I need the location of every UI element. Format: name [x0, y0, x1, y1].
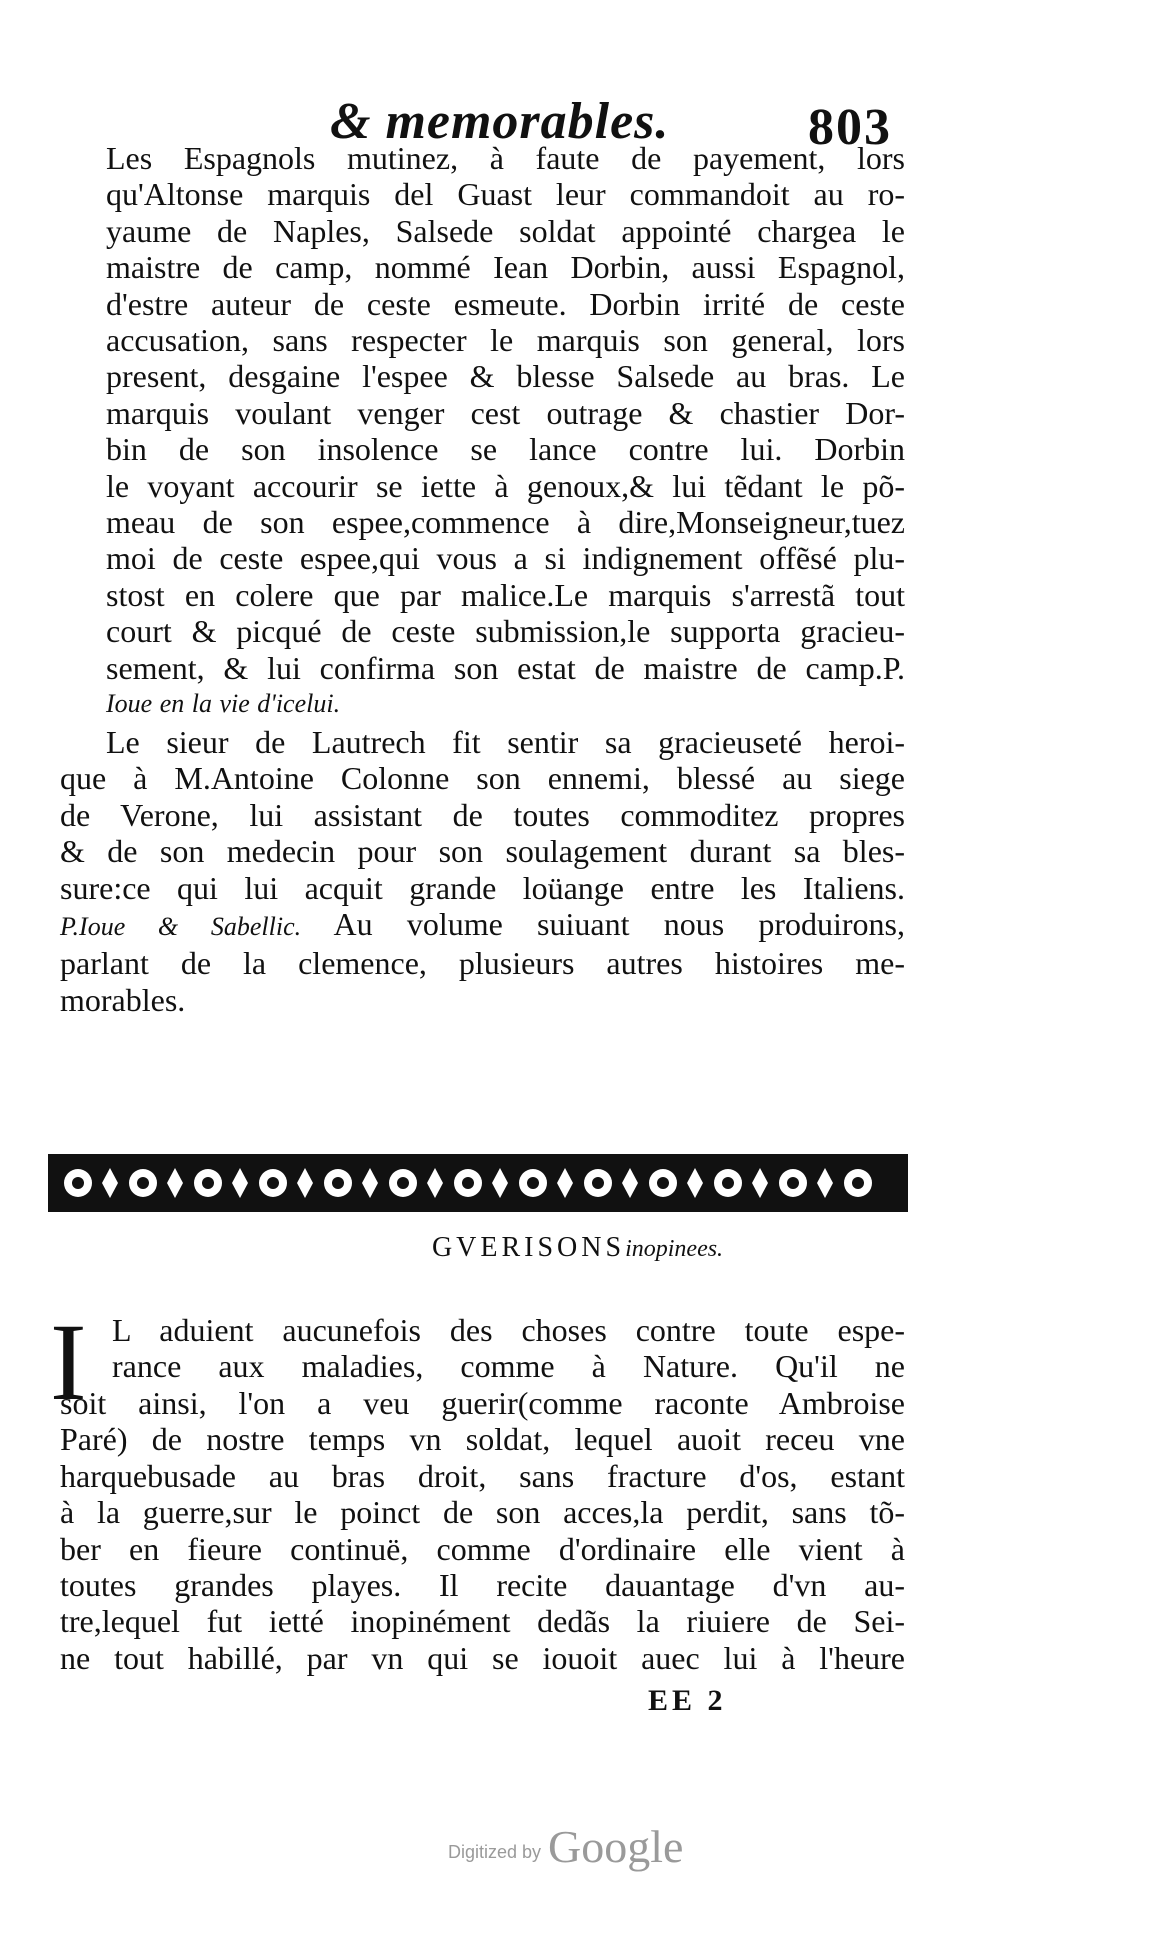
section-title — [0, 1232, 1155, 1264]
text-line: harquebusade au bras droit, sans fracture d'os, estant — [60, 1457, 905, 1494]
text-line: ne tout habillé, par vn qui se iouoit auec lui à l'heure — [60, 1639, 905, 1676]
text-line: toutes grandes playes. Il recite dauantage d'vn au- — [60, 1567, 905, 1604]
text-line: & de son medecin pour son soulagement durant sa bles- — [60, 833, 905, 870]
text-line: present, desgaine l'espee & blesse Salsede au bras. Le — [106, 358, 905, 395]
text-line: que à M.Antoine Colonne son ennemi, blessé au siege — [60, 760, 905, 797]
text-line: yaume de Naples, Salsede soldat appointé chargea le — [106, 212, 905, 249]
signature-mark: EE 2 — [648, 1684, 727, 1717]
text-line: bin de son insolence se lance contre lui. Dorbin — [106, 431, 905, 468]
text-line: ber en fieure continuë, comme d'ordinaire elle vient à — [60, 1530, 905, 1567]
digitized-by-label: Digitized by — [448, 1842, 542, 1862]
paragraph-3-continued — [60, 1385, 905, 1676]
drop-cap: I — [50, 1301, 87, 1423]
paragraph-1-body — [60, 140, 905, 723]
text-line: moi de ceste espee,qui vous a si indignement offẽsé plu- — [106, 540, 905, 577]
text-line: Les Espagnols mutinez, à faute de payement, lors — [106, 140, 905, 176]
text-line: de Verone, lui assistant de toutes commoditez propres — [60, 796, 905, 833]
section-title-italic: inopinees. — [625, 1236, 724, 1262]
text-line: à la guerre,sur le poinct de son acces,la perdit, sans tõ- — [60, 1494, 905, 1531]
page-number: 803 — [808, 99, 892, 156]
text-line: rance aux maladies, comme à Nature. Qu'il ne — [112, 1348, 905, 1385]
text-line: parlant de la clemence, plusieurs autres histoires me- — [60, 945, 905, 982]
text-line: meau de son espee,commence à dire,Monseigneur,tuez — [106, 504, 905, 541]
text-line: qu'Altonse marquis del Guast leur commandoit au ro- — [106, 176, 905, 213]
text-line-with-citation — [60, 906, 905, 945]
text-line: d'estre auteur de ceste esmeute. Dorbin irrité de ceste — [106, 285, 905, 322]
paragraph-1 — [60, 140, 905, 723]
text-line: court & picqué de ceste submission,le supporta gracieu- — [106, 613, 905, 650]
text-line: sement, & lui confirma son estat de maistre de camp.P. — [106, 649, 905, 686]
text-line: Paré) de nostre temps vn soldat, lequel auoit receu vne — [60, 1421, 905, 1458]
citation: Ioue en la vie d'icelui. — [106, 689, 341, 719]
running-head: & memorables. — [330, 93, 670, 150]
text-line: tre,lequel fut ietté inopinément dedãs la riuiere de Sei- — [60, 1603, 905, 1640]
google-watermark: Google — [548, 1821, 684, 1872]
text-line: le voyant accourir se iette à genoux,& lui tẽdant le põ- — [106, 467, 905, 504]
text-line: accusation, sans respecter le marquis son general, lors — [106, 322, 905, 359]
text-line: Le sieur de Lautrech fit sentir sa gracieuseté heroi- — [106, 724, 905, 760]
text-line: L aduient aucunefois des choses contre toute espe- — [112, 1312, 905, 1348]
paragraph-3 — [112, 1312, 905, 1385]
text-line: maistre de camp, nommé Iean Dorbin, aussi Espagnol, — [106, 249, 905, 286]
decorative-ornament-band — [48, 1148, 908, 1218]
text-line: sure:ce qui lui acquit grande loüange entre les Italiens. — [60, 869, 905, 906]
text-line: stost en colere que par malice.Le marquis s'arrestã tout — [106, 576, 905, 613]
text-line: soit ainsi, l'on a veu guerir(comme raconte Ambroise — [60, 1385, 905, 1421]
citation: P.Ioue & Sabellic. — [60, 912, 302, 942]
paragraph-2 — [60, 724, 905, 1018]
text-line: marquis voulant venger cest outrage & chastier Dor- — [106, 394, 905, 431]
section-title-caps: GVERISONS — [431, 1232, 626, 1263]
text-fragment: Au volume suiuant nous produirons, — [333, 906, 905, 943]
text-line: morables. — [60, 981, 186, 1018]
